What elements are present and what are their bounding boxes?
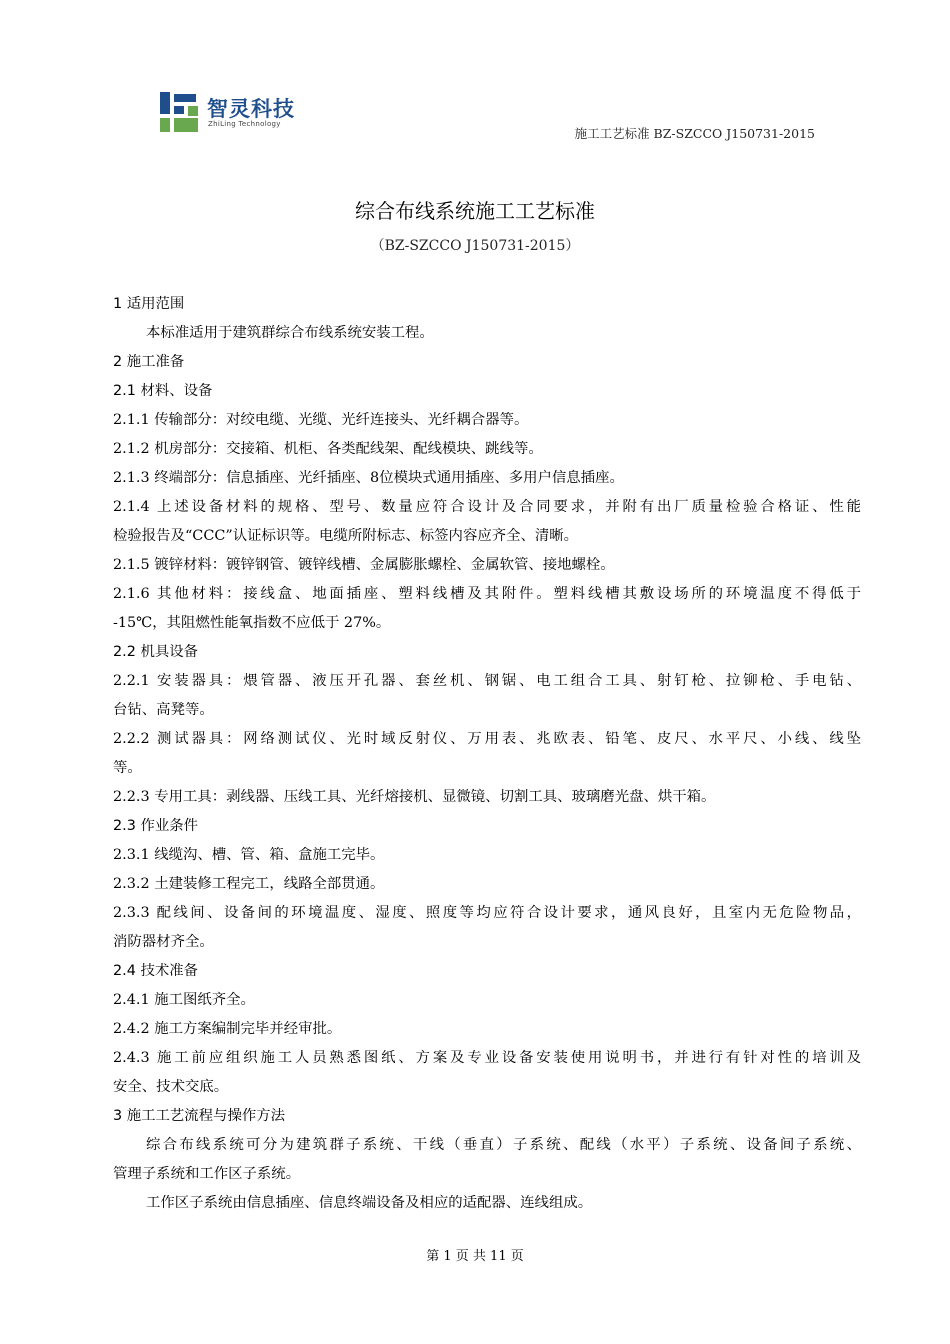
paragraph-line: 台钻、高凳等。	[113, 702, 214, 718]
logo-mark-icon	[160, 92, 198, 132]
page-subtitle: （BZ-SZCCO J150731-2015）	[370, 238, 580, 254]
paragraph-line: 2.1.1 传输部分：对绞电缆、光缆、光纤连接头、光纤耦合器等。	[113, 412, 529, 428]
paragraph-line: 2.4.2 施工方案编制完毕并经审批。	[113, 1021, 342, 1037]
logo-chinese-name: 智灵科技	[207, 97, 295, 121]
paragraph-line: 2.1.6 其他材料：接线盒、地面插座、塑料线槽及其附件。塑料线槽其敷设场所的环境温度不得低于	[113, 586, 861, 602]
paragraph-line: 2.3.1 线缆沟、槽、管、箱、盒施工完毕。	[113, 847, 385, 863]
paragraph-line: 2.3.3 配线间、设备间的环境温度、湿度、照度等均应符合设计要求，通风良好，且室内无危险物品，	[113, 905, 861, 921]
paragraph-line: 2.1.4 上述设备材料的规格、型号、数量应符合设计及合同要求，并附有出厂质量检验合格证、性能	[113, 499, 861, 515]
document-code: 施工工艺标准 BZ-SZCCO J150731-2015	[574, 126, 815, 141]
section-heading: 2.4 技术准备	[113, 963, 199, 979]
section-heading: 2.1 材料、设备	[113, 383, 213, 399]
paragraph-line: 管理子系统和工作区子系统。	[113, 1166, 301, 1182]
paragraph-line: 2.1.2 机房部分：交接箱、机柜、各类配线架、配线模块、跳线等。	[113, 441, 543, 457]
logo-english-name: ZhiLing Technology	[208, 120, 281, 128]
page-title: 综合布线系统施工工艺标准	[355, 199, 595, 223]
document-body	[113, 290, 861, 1218]
paragraph-line: 等。	[113, 760, 142, 776]
section-heading: 2.3 作业条件	[113, 818, 199, 834]
paragraph-line: 2.4.3 施工前应组织施工人员熟悉图纸、方案及专业设备安装使用说明书，并进行有针对性的培训及	[113, 1050, 861, 1066]
section-heading: 2 施工准备	[113, 354, 185, 370]
paragraph-line: 2.2.2 测试器具：网络测试仪、光时域反射仪、万用表、兆欧表、铅笔、皮尺、水平尺、小线、线坠	[113, 731, 861, 747]
paragraph-line: 2.2.1 安装器具：煨管器、液压开孔器、套丝机、钢锯、电工组合工具、射钉枪、拉铆枪、手电钻、	[113, 673, 861, 689]
paragraph-line: 2.2.3 专用工具：剥线器、压线工具、光纤熔接机、显微镜、切割工具、玻璃磨光盘、烘干箱。	[113, 789, 716, 805]
paragraph-line: 本标准适用于建筑群综合布线系统安装工程。	[146, 325, 434, 341]
paragraph-line: 综合布线系统可分为建筑群子系统、干线（垂直）子系统、配线（水平）子系统、设备间子系统、	[146, 1137, 861, 1153]
section-heading: 3 施工工艺流程与操作方法	[113, 1108, 286, 1124]
company-logo	[160, 92, 320, 136]
paragraph-line: 消防器材齐全。	[113, 934, 214, 950]
page-footer: 第 1 页 共 11 页	[426, 1249, 524, 1264]
paragraph-line: 安全、技术交底。	[113, 1079, 229, 1095]
paragraph-line: 2.3.2 土建装修工程完工，线路全部贯通。	[113, 876, 385, 892]
paragraph-line: -15℃，其阻燃性能氧指数不应低于 27%。	[113, 615, 391, 631]
paragraph-line: 2.4.1 施工图纸齐全。	[113, 992, 255, 1008]
paragraph-line: 工作区子系统由信息插座、信息终端设备及相应的适配器、连线组成。	[146, 1195, 593, 1211]
paragraph-line: 2.1.3 终端部分：信息插座、光纤插座、8位模块式通用插座、多用户信息插座。	[113, 470, 624, 486]
paragraph-line: 检验报告及“CCC”认证标识等。电缆所附标志、标签内容应齐全、清晰。	[113, 528, 579, 544]
paragraph-line: 2.1.5 镀锌材料：镀锌钢管、镀锌线槽、金属膨胀螺栓、金属软管、接地螺栓。	[113, 557, 615, 573]
section-heading: 1 适用范围	[113, 296, 185, 312]
section-heading: 2.2 机具设备	[113, 644, 199, 660]
